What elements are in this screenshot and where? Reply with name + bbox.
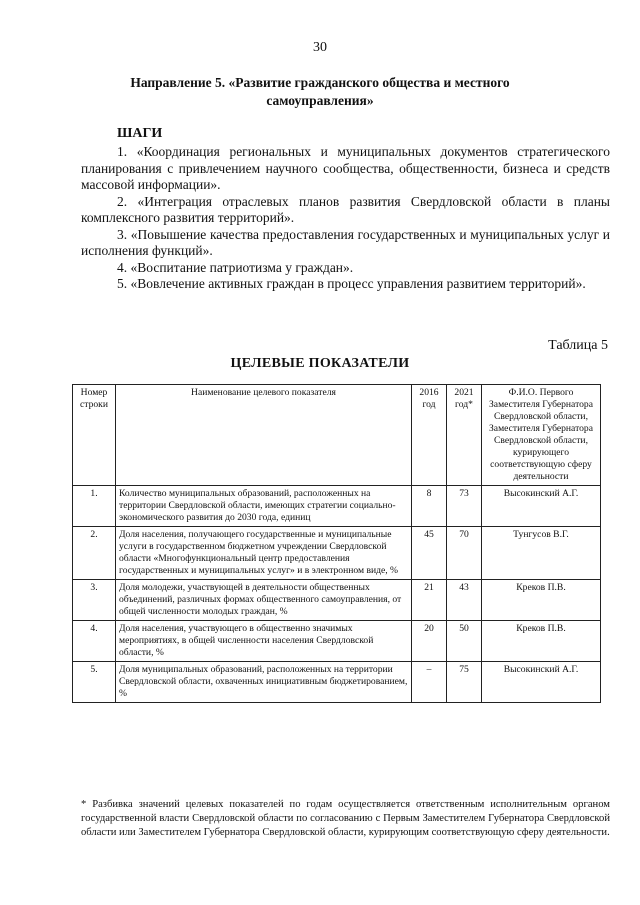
indicator-name: Доля муниципальных образований, расположенных на территории Свердловской области, охваченных инициативным бюджетированием, %: [116, 662, 412, 703]
page-number: 30: [313, 40, 327, 55]
table-row: [73, 486, 601, 527]
responsible-person: Креков П.В.: [482, 580, 601, 621]
indicator-name: Количество муниципальных образований, расположенных на территории Свердловской области, имеющих стратегии социально-экономического развития до 2030 года, единиц: [116, 486, 412, 527]
value-2016: –: [412, 662, 447, 703]
indicator-name: Доля населения, участвующего в общественно значимых мероприятиях, в общей численности населения Свердловской области, %: [116, 621, 412, 662]
steps-list: [81, 144, 610, 293]
row-number: 2.: [73, 527, 116, 580]
table-row: [73, 621, 601, 662]
section-heading: Направление 5. «Развитие гражданского общества и местного самоуправления»: [130, 75, 510, 108]
value-2016: 21: [412, 580, 447, 621]
value-2021: 50: [447, 621, 482, 662]
responsible-person: Высокинский А.Г.: [482, 486, 601, 527]
header-year-2021: 2021 год*: [447, 385, 482, 486]
value-2021: 73: [447, 486, 482, 527]
row-number: 5.: [73, 662, 116, 703]
value-2021: 70: [447, 527, 482, 580]
value-2016: 45: [412, 527, 447, 580]
step-item: 3. «Повышение качества предоставления государственных и муниципальных услуг и исполнения функций».: [81, 226, 610, 258]
step-item: 4. «Воспитание патриотизма у граждан».: [117, 259, 354, 275]
table-row: [73, 580, 601, 621]
step-item: 2. «Интеграция отраслевых планов развития Свердловской области в планы комплексного развития территорий».: [81, 193, 610, 225]
table-header-row: [73, 385, 601, 486]
row-number: 1.: [73, 486, 116, 527]
table-row: [73, 662, 601, 703]
value-2016: 8: [412, 486, 447, 527]
header-indicator-name: Наименование целевого показателя: [116, 385, 412, 486]
header-row-number: Номер строки: [73, 385, 116, 486]
step-item: 5. «Вовлечение активных граждан в процесс управления развитием территорий».: [117, 276, 586, 291]
row-number: 3.: [73, 580, 116, 621]
responsible-person: Высокинский А.Г.: [482, 662, 601, 703]
value-2021: 43: [447, 580, 482, 621]
responsible-person: Тунгусов В.Г.: [482, 527, 601, 580]
table-label: Таблица 5: [548, 338, 608, 353]
value-2021: 75: [447, 662, 482, 703]
step-item: 1. «Координация региональных и муниципальных документов стратегического планирования с привлечением научного сообщества, общественности, бизнеса и средств массовой информации».: [81, 144, 610, 192]
value-2016: 20: [412, 621, 447, 662]
header-year-2016: 2016 год: [412, 385, 447, 486]
header-responsible: Ф.И.О. Первого Заместителя Губернатора Свердловской области, Заместителя Губернатора Свердловской области, курирующего соответствующую сферу деятельности: [482, 385, 601, 486]
table-footnote: * Разбивка значений целевых показателей по годам осуществляется ответственным исполнительным органом государственной власти Свердловской области по согласованию с Первым Заместителем Губернатора Свердловской области или Заместителем Губернатора Свердловской области, курирующим соответствующую сферу деятельности.: [81, 799, 610, 838]
table-row: [73, 527, 601, 580]
table-title: ЦЕЛЕВЫЕ ПОКАЗАТЕЛИ: [230, 356, 410, 371]
indicators-table: [72, 384, 601, 703]
steps-title: ШАГИ: [117, 126, 163, 141]
row-number: 4.: [73, 621, 116, 662]
responsible-person: Креков П.В.: [482, 621, 601, 662]
indicator-name: Доля молодежи, участвующей в деятельности общественных объединений, различных формах общественного самоуправления, от общей численности молодых граждан, %: [116, 580, 412, 621]
indicator-name: Доля населения, получающего государственные и муниципальные услуги в государственном бюджетном учреждении Свердловской области «Многофункциональный центр предоставления государственных и муниципальных услуг» и в электронном виде, %: [116, 527, 412, 580]
